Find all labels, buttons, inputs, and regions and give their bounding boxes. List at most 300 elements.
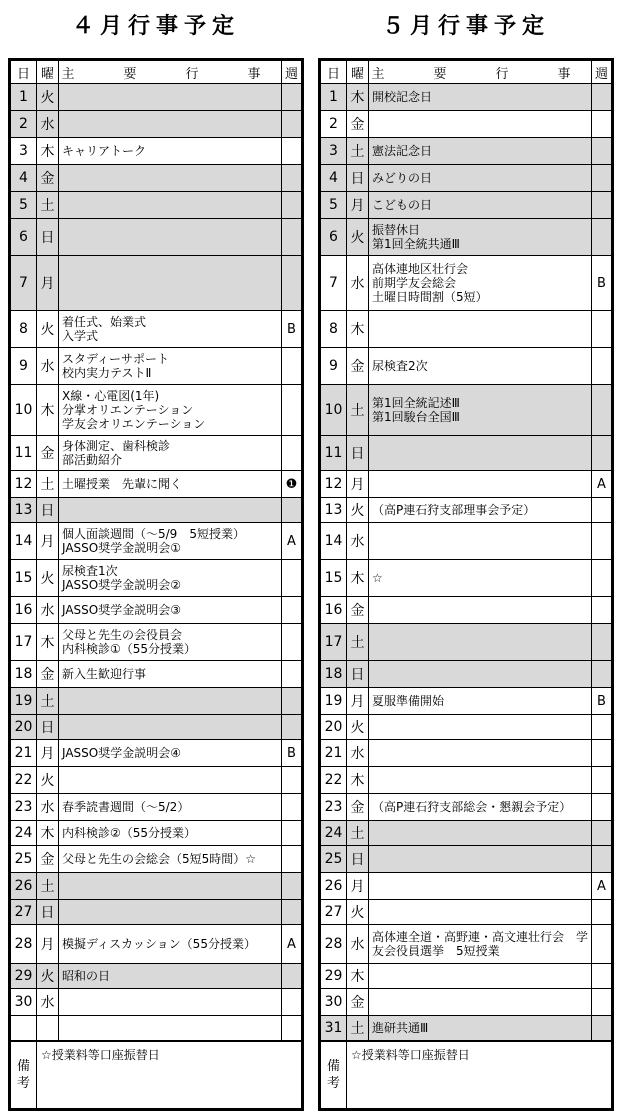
week-cell	[282, 964, 302, 989]
day-cell: 25	[321, 846, 347, 873]
week-cell	[592, 84, 612, 111]
header-week: 週	[282, 61, 302, 84]
day-cell: 19	[11, 688, 37, 715]
event-cell	[369, 661, 592, 688]
header-row	[321, 61, 612, 84]
week-cell	[282, 560, 302, 597]
day-cell: 30	[321, 989, 347, 1016]
table-row	[11, 740, 302, 767]
weekday-cell: 水	[37, 111, 59, 138]
week-cell	[592, 767, 612, 794]
event-cell: 開校記念日	[369, 84, 592, 111]
event-cell	[369, 873, 592, 900]
day-cell: 22	[321, 767, 347, 794]
weekday-cell: 土	[347, 1016, 369, 1042]
week-cell	[592, 311, 612, 348]
weekday-cell: 月	[37, 740, 59, 767]
day-cell: 30	[11, 989, 37, 1016]
event-cell: 土曜授業 先輩に聞く	[59, 471, 282, 498]
day-cell: 11	[321, 436, 347, 471]
week-cell	[282, 821, 302, 846]
day-cell: 4	[11, 165, 37, 192]
event-cell: スタディーサポート 校内実力テストⅡ	[59, 348, 282, 385]
event-cell: 身体測定、歯科検診 部活動紹介	[59, 436, 282, 471]
event-cell	[59, 900, 282, 925]
table-row	[321, 767, 612, 794]
table-row	[321, 661, 612, 688]
day-cell: 13	[11, 498, 37, 523]
week-cell	[592, 846, 612, 873]
day-cell: 20	[321, 715, 347, 740]
table-row	[321, 624, 612, 661]
weekday-cell: 土	[37, 192, 59, 219]
weekday-cell: 火	[37, 84, 59, 111]
week-cell	[282, 111, 302, 138]
week-cell	[592, 989, 612, 1016]
week-cell	[282, 688, 302, 715]
event-cell: みどりの日	[369, 165, 592, 192]
weekday-cell: 土	[37, 471, 59, 498]
week-cell	[282, 900, 302, 925]
event-cell	[369, 597, 592, 624]
weekday-cell: 金	[347, 348, 369, 385]
table-row	[321, 964, 612, 989]
table-row	[321, 165, 612, 192]
weekday-cell: 日	[37, 715, 59, 740]
table-row	[321, 84, 612, 111]
day-cell: 3	[321, 138, 347, 165]
week-cell	[282, 192, 302, 219]
weekday-cell: 月	[37, 256, 59, 311]
event-cell	[59, 498, 282, 523]
event-cell: 着任式、始業式 入学式	[59, 311, 282, 348]
header-event: 主 要 行 事	[369, 61, 592, 84]
day-cell: 26	[321, 873, 347, 900]
week-cell: A	[282, 925, 302, 964]
event-cell: こどもの日	[369, 192, 592, 219]
event-cell	[369, 311, 592, 348]
may-schedule-table	[318, 58, 614, 1111]
event-cell	[369, 964, 592, 989]
table-row	[11, 523, 302, 560]
table-row	[11, 821, 302, 846]
table-row	[321, 1016, 612, 1042]
event-cell	[59, 111, 282, 138]
event-cell	[59, 715, 282, 740]
week-cell	[282, 256, 302, 311]
weekday-cell: 木	[347, 964, 369, 989]
weekday-cell: 木	[37, 821, 59, 846]
day-cell: 27	[321, 900, 347, 925]
day-cell: 26	[11, 873, 37, 900]
weekday-cell: 金	[347, 989, 369, 1016]
table-row	[321, 523, 612, 560]
april-title: ４月行事予定	[71, 14, 240, 39]
table-row	[321, 873, 612, 900]
day-cell: 3	[11, 138, 37, 165]
day-cell: 17	[321, 624, 347, 661]
day-cell: 15	[11, 560, 37, 597]
day-cell: 23	[11, 794, 37, 821]
table-row	[11, 192, 302, 219]
day-cell: 31	[321, 1016, 347, 1042]
day-cell: 18	[321, 661, 347, 688]
day-cell: 16	[11, 597, 37, 624]
week-cell	[592, 821, 612, 846]
weekday-cell: 火	[347, 219, 369, 256]
day-cell: 9	[11, 348, 37, 385]
table-row	[321, 138, 612, 165]
table-row	[11, 715, 302, 740]
event-cell: 憲法記念日	[369, 138, 592, 165]
day-cell: 7	[321, 256, 347, 311]
weekday-cell: 月	[347, 873, 369, 900]
week-cell	[592, 624, 612, 661]
table-row	[321, 219, 612, 256]
week-cell: A	[592, 873, 612, 900]
week-cell	[592, 1016, 612, 1042]
day-cell: 21	[321, 740, 347, 767]
table-row	[321, 688, 612, 715]
event-cell	[59, 688, 282, 715]
event-cell: 進研共通Ⅲ	[369, 1016, 592, 1042]
week-cell	[282, 498, 302, 523]
weekday-cell: 木	[347, 84, 369, 111]
notes-label: 備 考	[11, 1041, 37, 1109]
day-cell: 10	[321, 385, 347, 436]
weekday-cell: 金	[37, 846, 59, 873]
table-row	[11, 348, 302, 385]
event-cell	[369, 624, 592, 661]
week-cell: ❶	[282, 471, 302, 498]
day-cell: 16	[321, 597, 347, 624]
event-cell: 高体連全道・高野連・高文連壮行会 学友会役員選挙 5短授業	[369, 925, 592, 964]
event-cell	[369, 523, 592, 560]
weekday-cell: 水	[37, 989, 59, 1016]
event-cell: 振替休日 第1回全統共通Ⅲ	[369, 219, 592, 256]
day-cell: 6	[321, 219, 347, 256]
week-cell	[592, 661, 612, 688]
table-row	[321, 385, 612, 436]
table-row	[11, 688, 302, 715]
weekday-cell: 金	[37, 165, 59, 192]
day-cell: 2	[321, 111, 347, 138]
table-row	[11, 560, 302, 597]
event-cell: （高P連石狩支部理事会予定）	[369, 498, 592, 523]
april-rows	[11, 84, 302, 1109]
day-cell: 28	[321, 925, 347, 964]
day-cell: 1	[321, 84, 347, 111]
event-cell: 高体連地区壮行会 前期学友会総会 土曜日時間割（5短）	[369, 256, 592, 311]
table-row	[321, 498, 612, 523]
event-cell	[59, 165, 282, 192]
day-cell	[11, 1016, 37, 1042]
weekday-cell: 木	[37, 138, 59, 165]
week-cell: B	[282, 740, 302, 767]
table-row	[321, 715, 612, 740]
week-cell	[282, 624, 302, 661]
table-row	[11, 84, 302, 111]
weekday-cell: 木	[347, 311, 369, 348]
table-row	[11, 1016, 302, 1042]
table-row	[11, 767, 302, 794]
table-row	[321, 471, 612, 498]
header-event: 主 要 行 事	[59, 61, 282, 84]
weekday-cell: 水	[347, 523, 369, 560]
weekday-cell: 日	[347, 661, 369, 688]
table-row	[321, 900, 612, 925]
event-cell	[369, 740, 592, 767]
week-cell	[282, 715, 302, 740]
weekday-cell: 木	[37, 385, 59, 436]
event-cell: X線・心電図(1年) 分掌オリエンテーション 学友会オリエンテーション	[59, 385, 282, 436]
table-row	[11, 925, 302, 964]
weekday-cell: 月	[347, 192, 369, 219]
weekday-cell: 月	[347, 471, 369, 498]
weekday-cell: 月	[347, 688, 369, 715]
day-cell: 18	[11, 661, 37, 688]
table-row	[321, 348, 612, 385]
event-cell: ☆	[369, 560, 592, 597]
week-cell	[282, 84, 302, 111]
week-cell	[592, 597, 612, 624]
event-cell: 個人面談週間（～5/9 5短授業） JASSO奨学金説明会①	[59, 523, 282, 560]
weekday-cell: 月	[37, 523, 59, 560]
weekday-cell: 土	[347, 624, 369, 661]
table-row	[11, 989, 302, 1016]
weekday-cell: 土	[347, 821, 369, 846]
table-row	[11, 597, 302, 624]
event-cell	[369, 471, 592, 498]
table-row	[321, 740, 612, 767]
event-cell	[59, 256, 282, 311]
event-cell	[369, 900, 592, 925]
event-cell: 尿検査1次 JASSO奨学金説明会②	[59, 560, 282, 597]
table-row	[11, 311, 302, 348]
weekday-cell: 日	[37, 498, 59, 523]
day-cell: 14	[11, 523, 37, 560]
header-day: 日	[321, 61, 347, 84]
notes-text: ☆授業料等口座振替日	[347, 1041, 612, 1109]
weekday-cell: 木	[347, 767, 369, 794]
table-row	[321, 925, 612, 964]
table-row	[11, 794, 302, 821]
event-cell	[59, 84, 282, 111]
weekday-cell: 火	[347, 715, 369, 740]
week-cell: A	[282, 523, 302, 560]
day-cell: 23	[321, 794, 347, 821]
week-cell	[282, 597, 302, 624]
event-cell	[369, 821, 592, 846]
table-row	[11, 846, 302, 873]
week-cell	[592, 436, 612, 471]
day-cell: 29	[11, 964, 37, 989]
weekday-cell: 日	[347, 846, 369, 873]
event-cell: 夏服準備開始	[369, 688, 592, 715]
day-cell: 14	[321, 523, 347, 560]
day-cell: 5	[321, 192, 347, 219]
table-row	[11, 873, 302, 900]
day-cell: 27	[11, 900, 37, 925]
table-row	[11, 385, 302, 436]
table-row	[11, 471, 302, 498]
weekday-cell: 土	[347, 138, 369, 165]
day-cell: 4	[321, 165, 347, 192]
event-cell: JASSO奨学金説明会③	[59, 597, 282, 624]
week-cell	[592, 715, 612, 740]
weekday-cell: 土	[347, 385, 369, 436]
event-cell: 新入生歓迎行事	[59, 661, 282, 688]
weekday-cell: 日	[37, 900, 59, 925]
week-cell	[282, 846, 302, 873]
day-cell: 29	[321, 964, 347, 989]
weekday-cell: 木	[37, 624, 59, 661]
day-cell: 1	[11, 84, 37, 111]
weekday-cell: 水	[347, 740, 369, 767]
table-row	[321, 560, 612, 597]
april-schedule-table	[8, 58, 304, 1111]
header-week: 週	[592, 61, 612, 84]
week-cell	[592, 385, 612, 436]
weekday-cell: 火	[37, 964, 59, 989]
event-cell	[369, 436, 592, 471]
notes-label: 備 考	[321, 1041, 347, 1109]
table-row	[321, 597, 612, 624]
event-cell	[59, 219, 282, 256]
table-row	[321, 256, 612, 311]
table-row	[321, 436, 612, 471]
weekday-cell: 火	[37, 560, 59, 597]
day-cell: 6	[11, 219, 37, 256]
event-cell: 父母と先生の会総会（5短5時間）☆	[59, 846, 282, 873]
table-row	[11, 219, 302, 256]
weekday-cell: 水	[347, 925, 369, 964]
week-cell	[282, 348, 302, 385]
event-cell: （高P連石狩支部総会・懇親会予定）	[369, 794, 592, 821]
week-cell	[592, 560, 612, 597]
week-cell	[592, 740, 612, 767]
day-cell: 7	[11, 256, 37, 311]
table-row	[11, 436, 302, 471]
event-cell	[369, 111, 592, 138]
event-cell: 父母と先生の会役員会 内科検診①（55分授業）	[59, 624, 282, 661]
day-cell: 19	[321, 688, 347, 715]
event-cell: JASSO奨学金説明会④	[59, 740, 282, 767]
day-cell: 11	[11, 436, 37, 471]
week-cell	[282, 794, 302, 821]
weekday-cell: 金	[37, 436, 59, 471]
weekday-cell: 金	[347, 794, 369, 821]
table-row	[11, 165, 302, 192]
weekday-cell: 金	[347, 111, 369, 138]
weekday-cell: 金	[347, 597, 369, 624]
day-cell: 15	[321, 560, 347, 597]
day-cell: 25	[11, 846, 37, 873]
table-row	[11, 111, 302, 138]
day-cell: 2	[11, 111, 37, 138]
day-cell: 20	[11, 715, 37, 740]
table-row	[11, 624, 302, 661]
weekday-cell: 火	[37, 311, 59, 348]
week-cell	[592, 219, 612, 256]
week-cell	[592, 964, 612, 989]
event-cell: 内科検診②（55分授業）	[59, 821, 282, 846]
table-row	[11, 900, 302, 925]
week-cell	[592, 523, 612, 560]
weekday-cell: 水	[37, 597, 59, 624]
weekday-cell: 日	[37, 219, 59, 256]
weekday-cell: 水	[347, 256, 369, 311]
table-row	[11, 138, 302, 165]
day-cell: 13	[321, 498, 347, 523]
day-cell: 21	[11, 740, 37, 767]
weekday-cell: 火	[347, 900, 369, 925]
week-cell	[592, 192, 612, 219]
event-cell	[369, 846, 592, 873]
table-row	[321, 846, 612, 873]
day-cell: 9	[321, 348, 347, 385]
weekday-cell: 土	[37, 688, 59, 715]
day-cell: 24	[321, 821, 347, 846]
week-cell: A	[592, 471, 612, 498]
weekday-cell: 日	[347, 436, 369, 471]
week-cell	[592, 925, 612, 964]
week-cell	[282, 661, 302, 688]
week-cell	[592, 900, 612, 925]
week-cell	[592, 165, 612, 192]
day-cell: 28	[11, 925, 37, 964]
event-cell	[369, 715, 592, 740]
table-row	[321, 821, 612, 846]
weekday-cell	[37, 1016, 59, 1042]
week-cell	[282, 219, 302, 256]
weekday-cell: 日	[347, 165, 369, 192]
week-cell: B	[592, 688, 612, 715]
weekday-cell: 金	[37, 661, 59, 688]
weekday-cell: 火	[347, 498, 369, 523]
event-cell: 春季読書週間（～5/2）	[59, 794, 282, 821]
weekday-cell: 木	[347, 560, 369, 597]
event-cell	[369, 767, 592, 794]
event-cell: 昭和の日	[59, 964, 282, 989]
day-cell: 24	[11, 821, 37, 846]
table-row	[321, 989, 612, 1016]
table-row	[321, 794, 612, 821]
table-row	[321, 311, 612, 348]
may-title: ５月行事予定	[381, 14, 550, 39]
table-row	[11, 256, 302, 311]
weekday-cell: 土	[37, 873, 59, 900]
day-cell: 8	[11, 311, 37, 348]
week-cell	[282, 385, 302, 436]
header-day: 日	[11, 61, 37, 84]
event-cell	[59, 192, 282, 219]
weekday-cell: 火	[37, 767, 59, 794]
week-cell	[282, 1016, 302, 1042]
event-cell	[59, 989, 282, 1016]
week-cell	[282, 767, 302, 794]
header-weekday: 曜	[37, 61, 59, 84]
week-cell	[282, 436, 302, 471]
event-cell	[59, 873, 282, 900]
header-weekday: 曜	[347, 61, 369, 84]
week-cell	[592, 794, 612, 821]
day-cell: 8	[321, 311, 347, 348]
week-cell	[282, 165, 302, 192]
weekday-cell: 月	[37, 925, 59, 964]
event-cell	[59, 1016, 282, 1042]
week-cell	[592, 348, 612, 385]
